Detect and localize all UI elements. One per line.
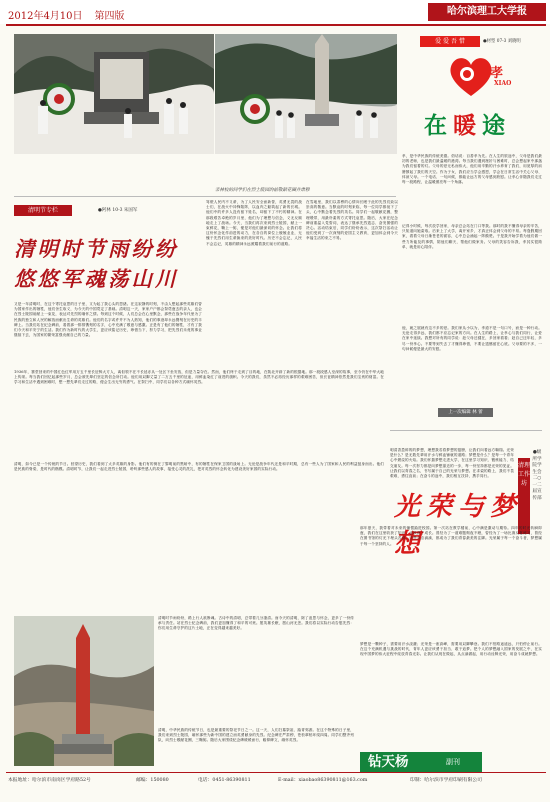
section-divider [14,196,396,197]
photo-caption: 亲林校的同学们在烈士陵园的前敬献花圈并肃穆 [215,188,310,193]
vertical-byline: ●级所学院学生会二○一二届宣传部 [532,450,542,501]
header-page: 第四版 [94,11,125,22]
article-text-block: 梦想是一颗种子，需要用汗水浇灌；光荣是一座高峰，需要用双脚攀登。我们不怕路途遥远，只怕停止前行。在这个充满机遇与挑战的时代，青年人更应该勇于担当、敢于追梦。把个人的梦想融入国家的发展之中，在实现中国梦的伟大征程中绽放青春光彩。让我们从现在做起，从点滴做起，用行动诠释光荣，用奋斗成就梦想。 [360,642,542,657]
article-text-block: 孝，是中华民族的传统美德。俗话说：百善孝为先。在人生的旅途中，父母是我们最初的老师，也是我们最温暖的港湾。每当我们遇到挫折与困难时，总会想起家中那盏为我们留着的灯。父母的爱无私而伟大，他们用辛勤的汗水养育了我们，用宽厚的肩膀撑起了我们的天空。作为子女，我们应当学会感恩，学会在日常生活中关心父母、体谅父母。一个电话、一句问候，都能让远方的父母感到欣慰。让孝心伴随我们走过每一段路程，让温暖照亮每一个角落。 [402,154,542,185]
section-tag-guangrong: 清理工作坊 [518,458,530,534]
byline-aixi: ●材型 07-3 刘晓明 [483,39,521,44]
title-char: 途 [482,113,511,139]
article-text-block: 又是一年清明时，在这个寄托哀思的日子里，又为起了我心头的思绪。在这寂静的时刻，不由人想起那些英雄们曾为国家作出的牺牲，他们舍生取义，为今天的中国奠定了基础。清明这一天，家家户户都会祭奠逝去的亲人，也会在烈士陵园前献上一束花，表达对先烈的缅怀之情。每到这个时候，人们总会在心里默念，那些在战争年代里为了民族的独立和人民的解放而献出生命的英雄们。他们的名字或许并不为人熟知，他们的事迹却永远镌刻在历史的丰碑上。当我们站在纪念碑前，看着那一排排镌刻的名字，心中充满了敬意与感激。正是有了他们的牺牲，才有了我们今天和平安宁的生活。我们作为新时代的大学生，更应该铭记历史，珍惜当下，努力学习，把先烈们未竟的事业继续下去，为国家的繁荣富强贡献自己的力量。 [14,302,202,338]
header-date: 2012年4月10日 [8,11,83,22]
title-char: 暖 [453,113,482,139]
header-date-edition [8,7,125,22]
monument-photo [14,616,154,766]
aixi-title [424,107,511,140]
article-text-block: 1936年，寨堂回来的中国红色红军用万五千里长征铸大方人，离但领不在不长延亦从一处区下坐安放，但是力量夺在。然而，他们终于走到了目的地，在陕北开辟了新的根据地。那一段段感人至深的故事，至今仍在中华大地上传颂。每当我们回忆起那些岁月，总会被先辈们坚定的信念所打动。他们用双脚丈量了二万五千里的征途，用鲜血染红了前进的旗帜。今天的我们，虽然不必再经历那样的艰难困苦，但长征精神依然是我们宝贵的财富。在学习和生活中遇到困难时，想一想先辈们走过的路，便会生出无穷的勇气。在祭扫中，同学们以各种方式缅怀英烈。 [14,370,384,385]
article-text-block: 在雪地里，我们以肃穆的心情向长眠于此的先烈们致以崇高的敬意。当默哀的时刻来临，每一位同学都低下了头，心中默念着先烈的英名。同学们一起敬献花圈，整理缎带，用最朴素的方式寄托哀思。随后，大家在纪念碑前重温入党誓词，表达了继承先烈遗志、奋发图强的决心。活动结束后，同学们纷纷表示，这次祭扫活动让他们受到了一次深刻的爱国主义教育，更加体会到今天幸福生活的来之不易。 [306,200,398,241]
footer-address: 本报地址：哈尔滨市南岗区学府路52号 [8,778,91,783]
memorial-photo-left [14,34,214,154]
headline-line-2: 悠悠军魂荡山川 [14,267,179,291]
section-divider [390,430,542,431]
headline-line-1: 清明时节雨纷纷 [14,237,179,261]
article-text-block: 明清香盈碎的的梦想，理想我若将梦想的翅膀，让我们向着远方翱翔。光荣是什么？是无数先辈用汗水与鲜血铺就的道路；梦想是什么？是每一个青年心中燃烧的火焰。我们怀揣梦想走进大学，在这里学习知识、锻炼能力、结交朋友。每一次努力都是向梦想靠近的一步，每一份坚持都是光荣的见证。让我们以青春之名，书写属于自己的光荣与梦想。在求索的路上，我们不畏艰难，勇往直前；在奋斗的途中，我们相互扶持，携手同行。 [390,448,514,478]
aixi-stamp: 上一次编辑 林 蕾 [438,408,493,417]
logo-xiao-sub: XIAO [494,80,512,87]
supplement-role: 副刊 [446,758,460,766]
footer-phone: 电话：0451-86390811 [198,778,251,783]
article-text-block: 那年夏天，我带着对未来的憧憬踏进校园。第一次站在教学楼前，心中满是激动与期待。四年的时光转瞬即逝，我们在这里收获了知识，也收获了成长。曾经为了一道难题彻夜不眠，曾经为了一场比赛反复练习，曾经在图书馆的灯光下埋头苦读。这些点点滴滴，都成为了我们青春最美的注脚。光荣属于每一个奋斗者，梦想属于每一个坚持的人。 [360,526,542,546]
byline-qingming: ●阿林 10-3 朱国军 [98,208,138,213]
article-text-block: 他，就之展就有这不多的爱。我们家从小以为，孝道不是一句口号，而是一种行动。无论走得多远，我们都不应忘记家的方向。在人生的路上，让孝心与我们同行，让爱在家中延续。我想对所有的同学说：趁父母还健在，多回家看看；趁自己还年轻，多尽一份孝心。不要等到失去了才懂得珍惜，不要让遗憾留在心底。父母要的不多，一句问候便是最大的安慰。 [402,326,542,351]
article-text-block: 清明时节雨纷纷，路上行人欲断魂。古诗中的清明，总带着几分凄清。而今天的清明，除了追思与怀念，更多了一份传承与责任。站在烈士纪念碑前，我们更加懂得了和平的可贵。愿英雄长眠，愿山河无恙。我们将以实际行动告慰先烈：你们用生命守护的这片土地，正在变得越来越美好。 [158,616,354,631]
supplement-name: 钻天杨 [368,754,409,770]
article-text-block: 驾驶人民内不义命，为了人民安全而新誓，英勇无畏的战士们，在战火中冲锋陷阵，以血肉之躯筑起了新的长城。他们中的许多人没有留下姓名，却留下了不朽的精神。在那段艰苦卓绝的岁月里，他们为了理想与信念，义无反顾地走上了战场。今天，当我们再次来到烈士陵园，献上一束鲜花，鞠上一躬，便是对他们最深切的怀念。让我们将这份怀念化作前进的动力，在各自的岗位上兢兢业业，无愧于先烈们用生命换来的美好时代。历史不会忘记，人民不会忘记，英雄的精神永远照耀着我们前行的道路。 [206,200,302,246]
guangrong-title: 光荣与梦想 [394,492,523,559]
memorial-photo-right [215,34,397,154]
article-text-block: 清明，中华民族的传统节日，也是最重要的祭祀节日之一。这一天，人们扫墓祭祖、踏青郊游。在这个特殊的日子里，我们来到烈士陵园，缅怀那些为新中国的建立而英勇献身的先烈。纪念碑庄严肃穆，苍松翠柏环绕四周。同学们整齐列队，向烈士敬献花圈，三鞠躬。随后大家围绕纪念碑缓缓而行，瞻仰碑文，缅怀英烈。 [158,728,354,743]
xiao-logo-icon [446,54,496,100]
footer-rule [6,772,546,773]
title-char: 在 [424,113,453,139]
footer-email: E-mail：xiaobao86390811@163.com [278,778,368,783]
logo-xiao-text: 孝 [490,66,504,81]
article-text-block: 清明，如今已是一个传统的节日。回望历史，我们看到了太多英雄的身影。他们有的倒在了黎明前的黑暗中，有的牺牲在保家卫国的战场上。无论是战争年代还是和平时期，总有一些人为了国家和人民的利益挺身而出。他们是民族的脊梁，是时代的楷模。清明时节，让我们一起走进烈士陵园，聆听那些感人的故事，接受心灵的洗礼，把对英烈的怀念转化为建设美好家园的实际行动。 [14,462,384,472]
footer-printer: 印制：哈尔滨市学府印刷有限公司 [410,778,482,783]
section-tag-qingming: 清明节专栏 [14,205,72,216]
article-text-block: 记得小时候，每次放学回家，母亲总会站在门口等我。那时的我不懂得母亲的辛苦，只知道向她索取。后来上了大学，离开家乡，才真正体会到父母的不易。每逢假期回家，看着父母日渐苍老的面容，心中总会涌起一阵酸楚。于是我开始学着为他们做一些力所能及的事情，陪他们聊天，帮他们做家务。父母的笑容告诉我，孝其实很简单，就是用心陪伴。 [402,224,542,249]
footer-postcode: 邮编：150080 [136,778,169,783]
header-rule [6,24,546,26]
section-tag-aixi: 爱 爱 吾 惜 [420,36,480,47]
newspaper-name: 哈尔滨理工大学报 [428,3,546,21]
